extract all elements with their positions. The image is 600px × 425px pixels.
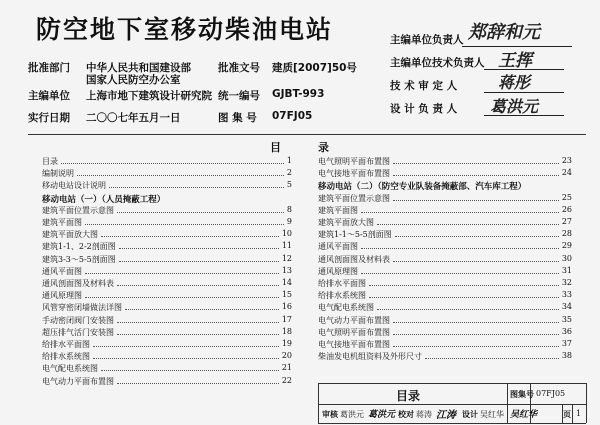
toc-entry-label: 电气动力平面布置图 — [318, 315, 390, 325]
toc-leader-dots — [393, 156, 559, 164]
header-divider — [28, 134, 586, 135]
title-block-check-label: 校对 — [398, 409, 414, 419]
toc-leader-dots — [369, 278, 559, 286]
toc-entry-page: 14 — [281, 278, 292, 287]
toc-entry-label: 电气配电系统图 — [318, 303, 374, 313]
toc-entry — [42, 314, 292, 326]
toc-entry-label: 建筑1-1～5-5剖面图 — [318, 230, 392, 240]
toc-entry — [318, 350, 572, 362]
toc-entry-label: 建筑3-3～5-5剖面图 — [42, 254, 116, 264]
toc-entry-page: 5 — [286, 180, 292, 190]
toc-entry-label: 移动电站（一）（人员掩蔽工程） — [42, 194, 166, 205]
toc-leader-dots — [393, 315, 559, 323]
toc-leader-dots — [93, 339, 279, 347]
toc-entry — [318, 167, 572, 179]
toc-entry-page: 15 — [281, 290, 292, 300]
toc-leader-dots — [85, 266, 279, 274]
toc-leader-dots — [361, 266, 559, 274]
toc-entry — [318, 277, 572, 289]
toc-entry-page: 11 — [281, 241, 292, 251]
title-block-divider — [572, 404, 573, 423]
toc-entry — [318, 314, 572, 326]
toc-entry-label: 超压排气活门安装图 — [42, 327, 114, 337]
toc-leader-dots — [119, 254, 279, 262]
title-block-page-value: 1 — [576, 409, 582, 418]
toc-entry-label: 电气配电系统图 — [42, 364, 98, 374]
title-block-divider — [507, 383, 508, 423]
toc-entry-page: 19 — [281, 339, 292, 348]
toc-entry — [42, 289, 292, 301]
toc-leader-dots — [61, 156, 284, 164]
toc-entry — [42, 155, 292, 167]
toc-leader-dots — [361, 205, 559, 213]
toc-entry — [42, 350, 292, 362]
atlas-no-value: 07FJ05 — [272, 110, 313, 122]
toc-leader-dots — [85, 217, 284, 225]
toc-leader-dots — [377, 217, 559, 225]
toc-entry-page: 38 — [561, 351, 572, 361]
toc-entry-page: 1 — [286, 156, 292, 165]
toc-entry-page: 25 — [561, 192, 572, 202]
toc-entry-label: 给排水系统图 — [318, 291, 366, 301]
toc-leader-dots — [393, 168, 559, 176]
title-block-review-label: 审核 — [322, 409, 338, 419]
toc-entry-label: 建筑平面放大图 — [318, 218, 374, 227]
toc-leader-dots — [77, 168, 284, 176]
toc-entry — [42, 301, 292, 313]
toc-leader-dots — [117, 205, 284, 213]
signature-chief-tech: 王挥 — [498, 51, 532, 71]
toc-entry-label: 通风原理图 — [318, 266, 358, 276]
toc-leader-dots — [369, 290, 559, 298]
unified-no-label: 统一编号 — [218, 90, 260, 102]
toc-entry-page: 27 — [561, 217, 572, 226]
toc-entry-label: 移动电站（二）（防空专业队装备掩蔽部、汽车库工程） — [318, 182, 527, 193]
impl-date-label: 实行日期 — [28, 112, 70, 124]
atlas-no-label: 图 集 号 — [218, 112, 257, 124]
toc-entry-page: 30 — [561, 253, 572, 263]
unified-no-value: GJBT-993 — [272, 88, 325, 100]
toc-entry-label: 柴油发电机组资料及外形尺寸 — [318, 352, 422, 362]
signature-design-lead: 葛洪元 — [490, 97, 539, 116]
toc-entry — [42, 179, 292, 191]
toc-entry — [42, 216, 292, 228]
toc-entry — [42, 338, 292, 350]
toc-heading-right: 录 — [318, 141, 329, 154]
toc-entry-page: 35 — [561, 314, 572, 324]
toc-entry-page: 17 — [281, 314, 292, 324]
toc-entry-label: 电气接地平面布置图 — [318, 340, 390, 349]
toc-leader-dots — [125, 302, 279, 310]
toc-entry-page: 24 — [561, 168, 572, 178]
title-block-check-signature: 江涛 — [436, 410, 456, 421]
toc-entry-label: 电气照明平面布置图 — [318, 157, 390, 166]
toc-entry — [318, 216, 572, 228]
toc-leader-dots — [393, 339, 559, 347]
toc-entry-page: 32 — [561, 278, 572, 287]
toc-entry-page: 34 — [561, 302, 572, 312]
title-block-mid — [318, 404, 586, 405]
toc-entry-page: 8 — [286, 204, 292, 214]
toc-entry — [318, 289, 572, 301]
title-block-check-name: 蒋涛 — [416, 410, 432, 419]
toc-leader-dots — [117, 278, 279, 286]
toc-entry-page: 10 — [281, 229, 292, 239]
toc-entry — [318, 301, 572, 313]
toc-entry — [42, 362, 292, 374]
toc-entry-label: 建筑平面位置示意图 — [318, 193, 390, 203]
toc-entry-page: 33 — [561, 290, 572, 300]
toc-entry — [42, 228, 292, 240]
toc-entry-page: 22 — [281, 375, 292, 385]
title-block-design-name: 吴红华 — [480, 410, 504, 419]
toc-leader-dots — [395, 229, 559, 237]
toc-entry-page: 20 — [281, 351, 292, 361]
toc-entry-page: 13 — [281, 265, 292, 275]
approval-dept-value-1: 中华人民共和国建设部 — [86, 62, 191, 74]
toc-entry — [318, 204, 572, 216]
toc-entry — [318, 338, 572, 350]
toc-entry-label: 编制说明 — [42, 169, 74, 179]
toc-leader-dots — [425, 351, 559, 359]
toc-entry — [42, 326, 292, 338]
toc-leader-dots — [119, 241, 279, 249]
title-block-atlas-value: 07FJ05 — [536, 389, 566, 398]
toc-entry-label: 建筑平面图 — [318, 205, 358, 215]
title-block-design-signature: 吴红华 — [510, 410, 538, 420]
toc-entry — [318, 228, 572, 240]
toc-entry-page: 2 — [286, 168, 292, 178]
toc-entry-page: 29 — [561, 241, 572, 251]
toc-entry-page: 23 — [561, 156, 572, 165]
title-block-atlas-label: 图集号 — [510, 389, 534, 399]
toc-entry-page: 36 — [561, 326, 572, 336]
page-title: 防空地下室移动柴油电站 — [36, 15, 334, 44]
title-block-review-name: 葛洪元 — [340, 410, 364, 419]
toc-entry-label: 通风剖面图及材料表 — [42, 279, 114, 288]
toc-entry-page: 37 — [561, 339, 572, 348]
toc-leader-dots — [117, 315, 279, 323]
toc-entry — [42, 375, 292, 387]
toc-heading-left: 目 — [270, 141, 281, 154]
toc-entry-page: 9 — [286, 217, 292, 226]
toc-entry-label: 建筑1-1、2-2剖面图 — [42, 242, 116, 252]
toc-entry — [42, 167, 292, 179]
toc-entry-label: 电气接地平面布置图 — [318, 169, 390, 179]
toc-entry-label: 建筑平面图 — [42, 218, 82, 227]
approval-no-value: 建质[2007]50号 — [272, 62, 357, 74]
role-design-lead: 设 计 负 责 人 — [390, 103, 458, 115]
impl-date-value: 二〇〇七年五月一日 — [86, 112, 181, 124]
toc-entry-page: 26 — [561, 204, 572, 214]
toc-leader-dots — [377, 302, 559, 310]
approval-no-label: 批准文号 — [218, 62, 260, 74]
toc-entry-page: 12 — [281, 253, 292, 263]
toc-entry-label: 通风原理图 — [42, 291, 82, 301]
toc-entry — [318, 265, 572, 277]
approval-dept-label: 批准部门 — [28, 62, 70, 74]
toc-entry-label: 通风剖面图及材料表 — [318, 254, 390, 264]
toc-entry — [42, 204, 292, 216]
toc-entry-label: 目录 — [42, 157, 58, 166]
toc-leader-dots — [117, 327, 279, 335]
toc-entry-page: 31 — [561, 265, 572, 275]
toc-section-heading — [318, 179, 572, 191]
toc-entry-label: 给排水系统图 — [42, 352, 90, 362]
toc-leader-dots — [393, 327, 559, 335]
signature-tech-reviewer: 蒋彤 — [498, 73, 531, 92]
toc-entry-label: 建筑平面放大图 — [42, 230, 98, 240]
toc-entry-page: 18 — [281, 326, 292, 336]
toc-entry — [318, 192, 572, 204]
role-tech-reviewer: 技 术 审 定 人 — [390, 80, 458, 92]
title-block-bottom — [318, 423, 586, 424]
title-block-design-label: 设计 — [462, 409, 478, 419]
toc-entry-label: 电气动力平面布置图 — [42, 376, 114, 386]
toc-entry — [42, 277, 292, 289]
toc-entry-page: 21 — [281, 363, 292, 373]
title-block-page-label: 页 — [563, 409, 571, 419]
toc-entry-label: 移动电站设计说明 — [42, 181, 106, 191]
toc-leader-dots — [101, 229, 279, 237]
toc-entry-label: 手动密闭阀门安装图 — [42, 315, 114, 325]
toc-leader-dots — [101, 363, 279, 371]
toc-entry-label: 给排水平面图 — [42, 340, 90, 349]
toc-entry-label: 通风平面图 — [318, 242, 358, 252]
toc-entry-label: 给排水平面图 — [318, 279, 366, 288]
title-block-right — [586, 383, 587, 423]
role-chief-editor: 主编单位负责人 — [390, 34, 464, 46]
toc-entry-label: 电气照明平面布置图 — [318, 327, 390, 337]
role-chief-tech: 主编单位技术负责人 — [390, 57, 485, 69]
title-block-review-signature: 葛洪元 — [368, 410, 396, 420]
toc-entry — [318, 253, 572, 265]
toc-section-heading — [42, 192, 292, 204]
toc-leader-dots — [85, 290, 279, 298]
toc-leader-dots — [393, 193, 559, 201]
title-block-left — [318, 383, 319, 423]
toc-entry — [318, 240, 572, 252]
toc-leader-dots — [109, 180, 284, 188]
toc-entry — [318, 326, 572, 338]
toc-entry — [42, 240, 292, 252]
toc-entry-label: 建筑平面位置示意图 — [42, 205, 114, 215]
editor-unit-value: 上海市地下建筑设计研究院 — [86, 90, 212, 102]
editor-unit-label: 主编单位 — [28, 90, 70, 102]
approval-dept-value-2: 国家人民防空办公室 — [86, 74, 181, 86]
toc-entry-page: 28 — [561, 229, 572, 239]
toc-leader-dots — [93, 351, 279, 359]
toc-leader-dots — [393, 254, 559, 262]
toc-entry — [318, 155, 572, 167]
toc-entry-label: 通风平面图 — [42, 266, 82, 276]
signature-chief-editor: 郑辞和元 — [468, 22, 540, 43]
title-block-top — [318, 383, 586, 384]
toc-entry — [42, 253, 292, 265]
toc-entry-page: 16 — [281, 302, 292, 312]
toc-leader-dots — [361, 241, 559, 249]
toc-leader-dots — [117, 376, 279, 384]
title-block-name: 目录 — [396, 389, 421, 403]
toc-entry-label: 风管穿密闭墙做法详图 — [42, 303, 122, 313]
toc-entry — [42, 265, 292, 277]
